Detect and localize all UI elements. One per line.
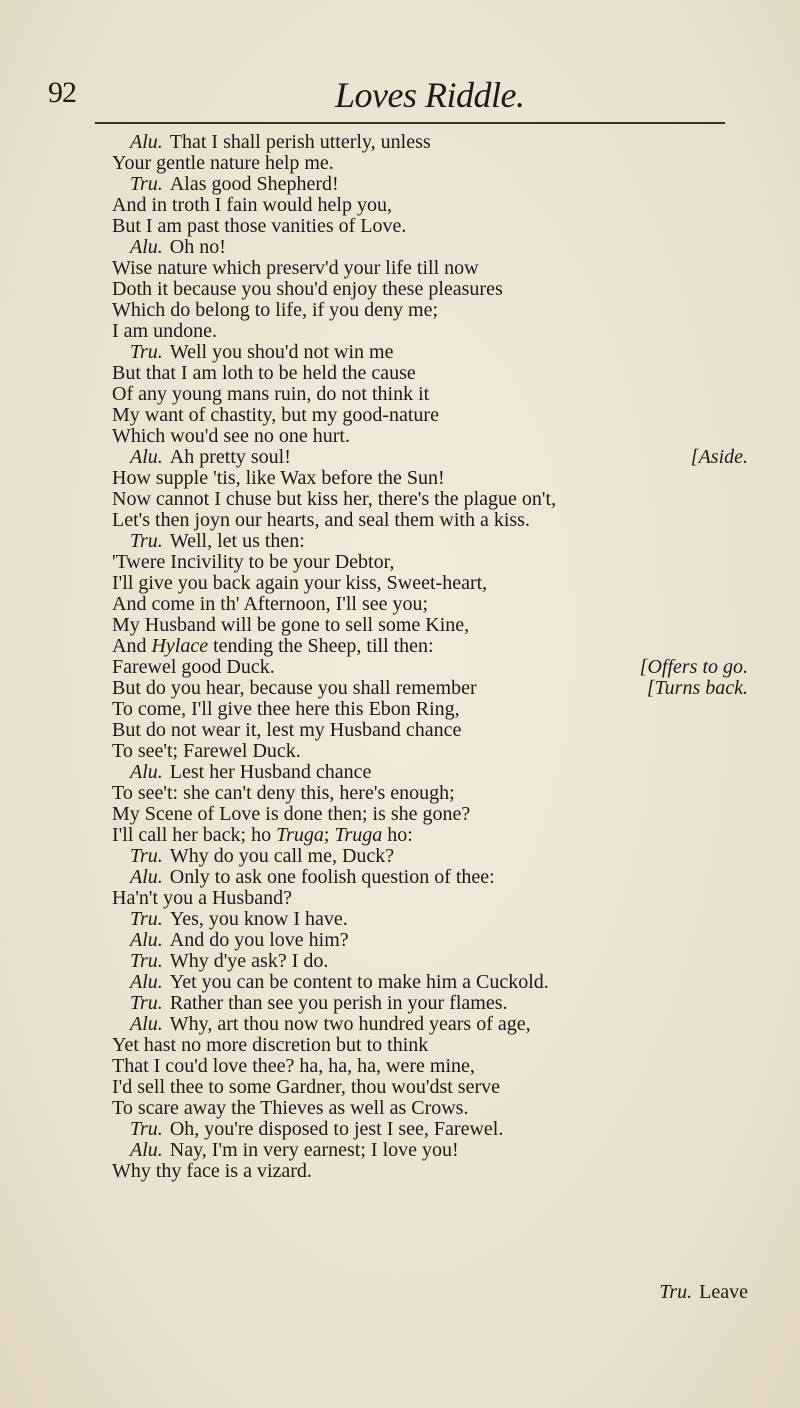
verse-line [0,174,800,195]
verse-line [0,279,800,300]
speech-text: Why d'ye ask? I do. [169,950,329,972]
line-text [112,678,477,699]
verse-line [0,405,800,426]
speech-text: Well, let us then: [169,530,305,552]
verse-line [0,1035,800,1056]
speaker-name: Alu. [130,761,163,783]
stage-direction: [Aside. [690,446,748,468]
verse-line [0,762,800,783]
speaker-name: Alu. [130,971,163,993]
speech-text: And come in th' Afternoon, I'll see you; [112,593,429,615]
speech-text: Farewel good Duck. [112,656,275,678]
speech-text: To come, I'll give thee here this Ebon Ring, [112,698,460,720]
speaker-name: Alu. [130,131,163,153]
speech-text: But do you hear, because you shall remember [112,677,477,699]
line-text [112,1077,500,1098]
verse-line [0,258,800,279]
verse-line [0,594,800,615]
line-text [130,1119,503,1140]
speaker-name: Tru. [130,341,163,363]
speech-text: Yet you can be content to make him a Cuckold. [169,971,549,993]
italic-name: Truga [334,824,383,846]
verse-line [0,1056,800,1077]
line-text [112,510,530,531]
running-title: Loves Riddle. [335,75,525,115]
line-text [130,1140,459,1161]
verse-line [0,972,800,993]
verse-line [0,321,800,342]
verse-line [0,846,800,867]
line-text [130,342,393,363]
line-text [112,468,445,489]
verse-line [0,1119,800,1140]
verse-line [0,342,800,363]
speaker-name: Alu. [130,1139,163,1161]
speech-text: Why thy face is a vizard. [112,1160,312,1182]
speech-text: Well you shou'd not win me [169,341,394,363]
speaker-name: Alu. [130,866,163,888]
speech-text: But I am past those vanities of Love. [112,215,407,237]
verse-line [0,1161,800,1182]
speech-text: Which do belong to life, if you deny me; [112,299,439,321]
verse-line [0,657,800,678]
verse-line [0,132,800,153]
speech-text: But do not wear it, lest my Husband chance [112,719,462,741]
line-text [112,720,461,741]
verse-line [0,888,800,909]
page-number: 92 [48,76,76,109]
speech-text: And in troth I fain would help you, [112,194,392,216]
line-text [112,657,275,678]
speech-text: To scare away the Thieves as well as Crows. [112,1097,469,1119]
verse-line [0,300,800,321]
line-text [112,216,406,237]
speech-text: Only to ask one foolish question of thee: [169,866,495,888]
speech-text: Yes, you know I have. [169,908,348,930]
line-text [112,888,292,909]
speech-text: How supple 'tis, like Wax before the Sun! [112,467,445,489]
verse-line [0,783,800,804]
speech-text: Oh, you're disposed to jest I see, Farewel. [169,1118,504,1140]
line-text [130,867,495,888]
italic-name: Truga [276,824,324,846]
stage-direction: [Turns back. [646,677,748,699]
line-text [112,384,429,405]
speech-text: To see't: she can't deny this, here's enough; [112,782,455,804]
line-text [112,321,217,342]
line-text [112,594,428,615]
speech-text: Oh no! [169,236,226,258]
speech-text: I am undone. [112,320,217,342]
verse-line [0,552,800,573]
line-text [112,636,434,657]
speech-text: Rather than see you perish in your flames. [169,992,508,1014]
speech-text: My want of chastity, but my good-nature [112,404,439,426]
verse-line [0,993,800,1014]
italic-name: Hylace [151,635,209,657]
line-text [112,1056,475,1077]
speaker-name: Tru. [130,908,163,930]
speaker-name: Tru. [130,173,163,195]
speaker-name: Tru. [130,530,163,552]
catchword-speaker: Tru. [659,1281,693,1303]
line-text [112,1161,312,1182]
speaker-name: Alu. [130,1013,163,1035]
line-text [112,489,556,510]
line-text [112,1098,468,1119]
speech-text: But that I am loth to be held the cause [112,362,416,384]
speech-text: Now cannot I chuse but kiss her, there's the plague on't, [112,488,557,510]
speech-text: Ah pretty soul! [169,446,291,468]
line-text [130,972,549,993]
verse-line [0,573,800,594]
line-text [130,132,431,153]
verse-line [0,510,800,531]
line-text [112,699,460,720]
line-text [112,615,469,636]
verse-line [0,468,800,489]
speech-text: My Husband will be gone to sell some Kine, [112,614,470,636]
speech-text: Of any young mans ruin, do not think it [112,383,430,405]
verse-line [0,384,800,405]
line-text [130,174,339,195]
speech-text: Your gentle nature help me. [112,152,334,174]
speech-text: Alas good Shepherd! [169,173,339,195]
line-text [112,258,479,279]
verse-line [0,1077,800,1098]
line-text [112,195,392,216]
verse-line [0,153,800,174]
verse-line [0,699,800,720]
speech-text: Why, art thou now two hundred years of age, [169,1013,531,1035]
speaker-name: Alu. [130,929,163,951]
line-text [112,363,416,384]
verse-line [0,678,800,699]
speech-text: And [112,635,147,657]
verse-line [0,951,800,972]
stage-direction: [Offers to go. [639,656,748,678]
line-text [112,804,470,825]
verse-line [0,825,800,846]
verse-line [0,636,800,657]
speech-text: I'll give you back again your kiss, Sweet-heart, [112,572,488,594]
speaker-name: Alu. [130,446,163,468]
speech-text: Wise nature which preserv'd your life till now [112,257,479,279]
speech-text: I'll call her back; ho [112,824,272,846]
verse-line [0,1014,800,1035]
speech-text: I'd sell thee to some Gardner, thou wou'dst serve [112,1076,500,1098]
line-text [130,1014,531,1035]
speech-text: Lest her Husband chance [169,761,372,783]
catchword [659,1281,748,1304]
verse-line [0,720,800,741]
speaker-name: Tru. [130,950,163,972]
line-text [130,846,394,867]
speech-text: That I cou'd love thee? ha, ha, ha, were mine, [112,1055,475,1077]
line-text [130,762,371,783]
verse-line [0,195,800,216]
verse-line [0,237,800,258]
line-text [112,300,438,321]
play-text [0,132,800,1182]
page-header [0,60,800,120]
speech-text-cont: tending the Sheep, till then: [213,635,434,657]
header-rule [95,122,725,124]
speech-text: That I shall perish utterly, unless [169,131,431,153]
speech-text: Nay, I'm in very earnest; I love you! [169,1139,459,1161]
verse-line [0,615,800,636]
catchword-word: Leave [699,1281,748,1303]
verse-line [0,447,800,468]
speech-text: Which wou'd see no one hurt. [112,425,350,447]
verse-line [0,216,800,237]
line-text [130,531,305,552]
line-text [112,1035,428,1056]
verse-line [0,531,800,552]
line-text [112,153,334,174]
verse-line [0,426,800,447]
speaker-name: Alu. [130,236,163,258]
line-text [112,405,439,426]
speech-text: 'Twere Incivility to be your Debtor, [112,551,395,573]
line-text [112,552,394,573]
line-text [112,279,503,300]
verse-line [0,1140,800,1161]
line-text [130,930,349,951]
speech-text: Let's then joyn our hearts, and seal them with a kiss. [112,509,530,531]
verse-line [0,741,800,762]
speech-text: Doth it because you shou'd enjoy these pleasures [112,278,503,300]
line-text [130,237,226,258]
line-text [130,951,328,972]
speaker-name: Tru. [130,1118,163,1140]
speaker-name: Tru. [130,845,163,867]
line-text [112,825,413,846]
speaker-name: Tru. [130,992,163,1014]
line-text [130,993,508,1014]
verse-line [0,930,800,951]
verse-line [0,1098,800,1119]
speech-text: Yet hast no more discretion but to think [112,1034,429,1056]
verse-line [0,867,800,888]
speech-text-cont: ; [323,824,330,846]
line-text [112,426,350,447]
verse-line [0,363,800,384]
verse-line [0,489,800,510]
line-text [112,783,455,804]
verse-line [0,909,800,930]
speech-text: And do you love him? [169,929,349,951]
verse-line [0,804,800,825]
speech-text: To see't; Farewel Duck. [112,740,301,762]
line-text [112,741,301,762]
speech-text: My Scene of Love is done then; is she gone? [112,803,471,825]
speech-text: Why do you call me, Duck? [169,845,395,867]
line-text [130,909,348,930]
line-text [130,447,291,468]
speech-text: Ha'n't you a Husband? [112,887,292,909]
speech-text-cont: ho: [387,824,413,846]
line-text [112,573,487,594]
